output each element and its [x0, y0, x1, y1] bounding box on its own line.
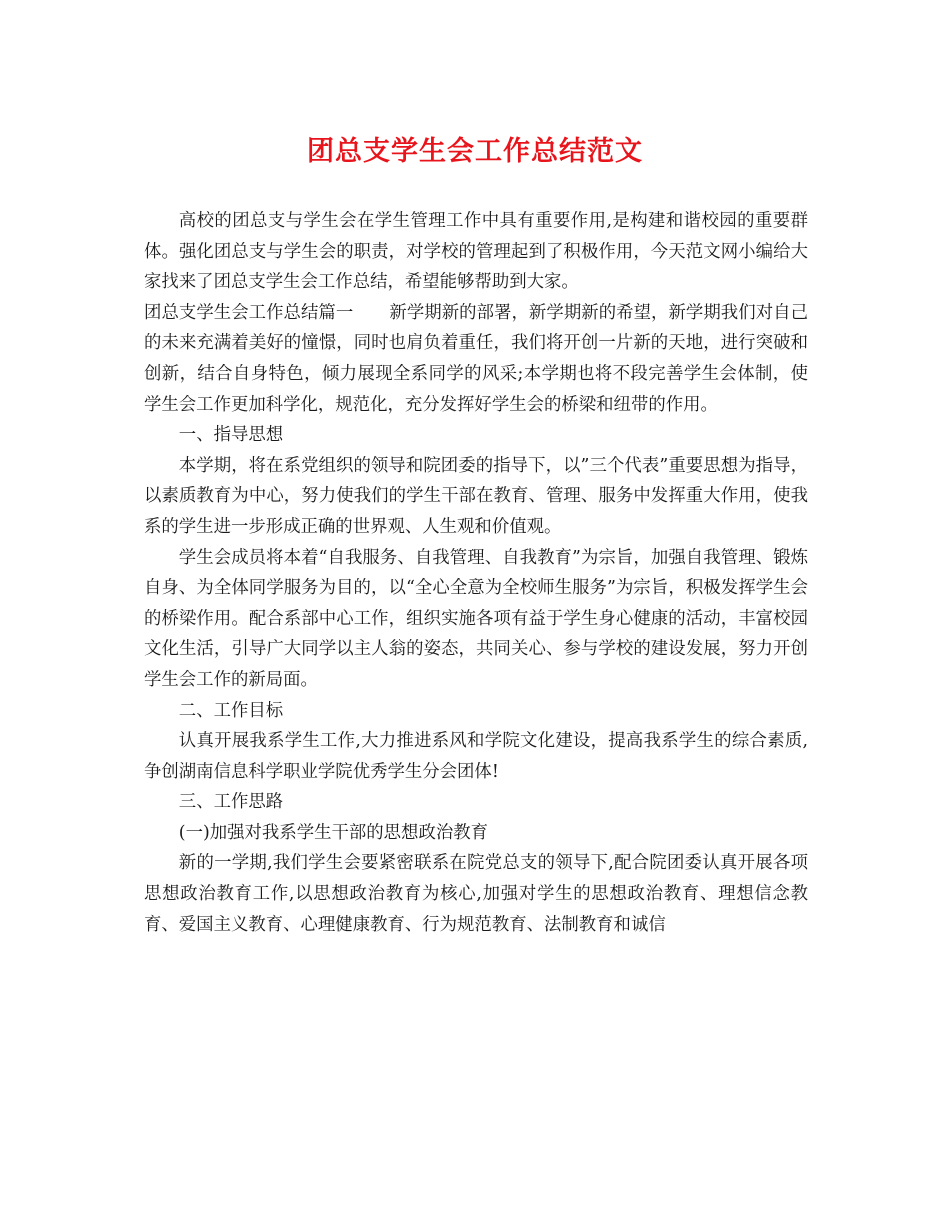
document-body: [144, 206, 808, 940]
paragraph-guiding-ideology: 本学期，将在系党组织的领导和院团委的指导下，以”三个代表”重要思想为指导，以素质教育为中心，努力使我们的学生干部在教育、管理、服务中发挥重大作用，使我系的学生进一步形成正确的世界观、人生观和价值观。: [144, 455, 808, 537]
document-title: 团总支学生会工作总结范文: [307, 136, 643, 167]
section-heading-guiding-ideology: 一、指导思想: [178, 425, 284, 446]
paragraph-intro: 高校的团总支与学生会在学生管理工作中具有重要作用,是构建和谐校园的重要群体。强化团总支与学生会的职责，对学校的管理起到了积极作用，今天范文网小编给大家找来了团总支学生会工作总结，希望能够帮助到大家。: [144, 211, 808, 293]
paragraph-student-union-purpose: 学生会成员将本着“自我服务、自我管理、自我教育”为宗旨，加强自我管理、锻炼自身、为全体同学服务为目的，以“全心全意为全校师生服务”为宗旨，积极发挥学生会的桥梁作用。配合系部中心工作，组织实施各项有益于学生身心健康的活动，丰富校园文化生活，引导广大同学以主人翁的姿态，共同关心、参与学校的建设发展，努力开创学生会工作的新局面。: [144, 547, 808, 690]
subsection-heading-ideological-education: (一)加强对我系学生干部的思想政治教育: [178, 822, 489, 843]
section-heading-work-approach: 三、工作思路: [178, 792, 284, 813]
paragraph-ideological-education: 新的一学期,我们学生会要紧密联系在院党总支的领导下,配合院团委认真开展各项思想政治教育工作,以思想政治教育为核心,加强对学生的思想政治教育、理想信念教育、爱国主义教育、心理健康教育、行为规范教育、法制教育和诚信: [144, 853, 808, 935]
paragraph-part1: [144, 298, 808, 420]
part1-heading: 团总支学生会工作总结篇一: [144, 302, 354, 323]
paragraph-work-goals: 认真开展我系学生工作,大力推进系风和学院文化建设，提高我系学生的综合素质,争创湖南信息科学职业学院优秀学生分会团体!: [144, 731, 808, 782]
part1-text: 新学期新的部署，新学期新的希望，新学期我们对自己的未来充满着美好的憧憬，同时也肩负着重任，我们将开创一片新的天地，进行突破和创新，结合自身特色，倾力展现全系同学的风采;本学期也将不段完善学生会体制，使学生会工作更加科学化，规范化，充分发挥好学生会的桥梁和纽带的作用。: [144, 302, 808, 415]
section-heading-work-goals: 二、工作目标: [178, 700, 284, 721]
